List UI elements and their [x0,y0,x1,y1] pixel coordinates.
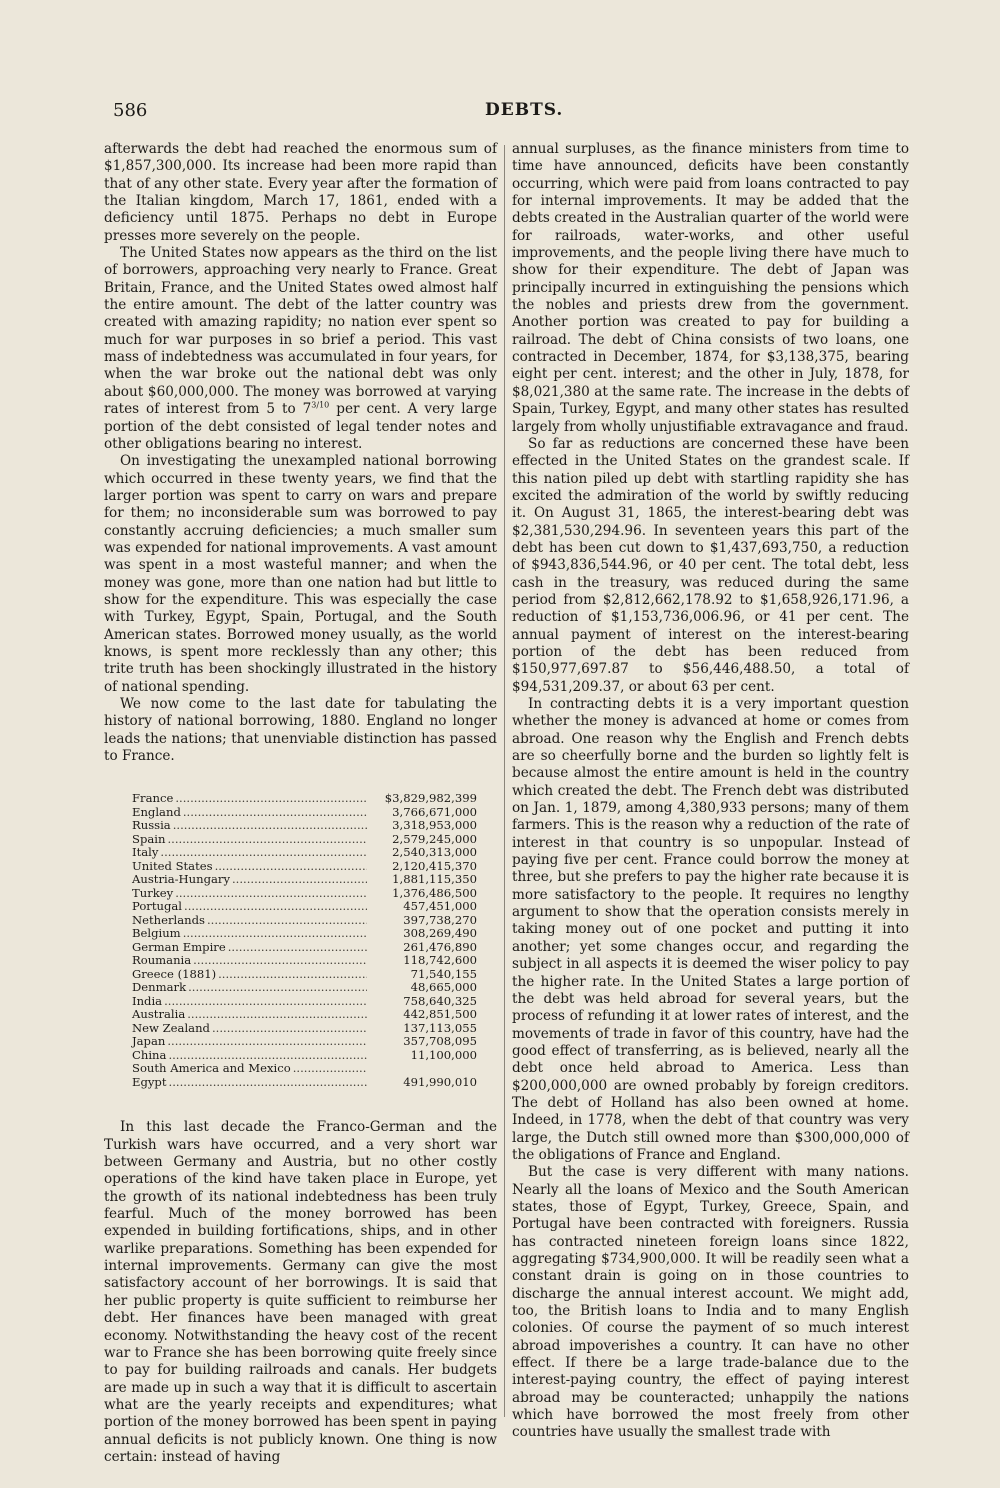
debt-amount: 357,708,095 [403,1034,477,1049]
dot-leader [218,968,367,982]
left-column-paragraphs-after [104,1119,497,1466]
paragraph-text: afterwards the debt had reached the enormous sum of $1,857,300,000. Its increase had been more rapid than that of any other state. Every year after the formation of the Italian kingdom, March 17, 1861, ended with a deficiency until 1875. Perhaps no debt in Europe presses more severely on the people. [104,141,497,244]
table-row [132,792,477,806]
dot-leader [167,833,367,847]
debt-amount: 491,990,010 [403,1074,477,1089]
table-row [132,927,477,941]
paragraph-text: So far as reductions are concerned these have been effected in the United States on the grandest scale. If this nation piled up debt with startling rapidity she has excited the admiration of the world by swiftly reducing it. On August 31, 1865, the interest-bearing debt was $2,381,530,294.96. In seventeen years this part of the debt has been cut down to $1,437,693,750, a reduction of $943,836,544.96, or 40 per cent. The total debt, less cash in the treasury, was reduced during the same period from $2,812,662,178.92 to $1,658,926,171.96, a reduction of $1,153,736,006.96, or 41 per cent. The annual payment of interest on the interest-bearing portion of the debt has been reduced from $150,977,697.87 to $56,446,488.50, a total of $94,531,209.37, or about 63 per cent. [512,435,909,695]
left-column [104,141,497,1466]
paragraph-text: But the case is very different with many nations. Nearly all the loans of Mexico and the South American states, those of Egypt, Turkey, Greece, Spain, and Portugal have been contracted with foreigners. Russia has contracted nineteen foreign loans since 1822, aggregating $734,900,000. It will be readily seen what a constant drain is going on in those countries to discharge the annual interest account. We might add, too, the British loans to India and to many English colonies. Of course the payment of so much interest abroad impoverishes a country. It can have no other effect. If there be a large trade-balance due to the interest-paying country, the effect of paying interest abroad may be counteracted; unhappily the nations which have borrowed the most freely from other countries have usually the smallest trade with [512,1164,909,1441]
paragraph [104,141,497,245]
country-name: Italy [132,845,159,860]
country-name: Netherlands [132,912,205,927]
country-name: Russia [132,818,171,833]
paragraph-text: annual surpluses, as the finance ministers from time to time have announced, deficits have been constantly occurring, which were paid from loans contracted to pay for internal improvements. It may be added that the debts created in the Australian quarter of the world were for railroads, water-works, and other useful improvements, and the people living there have much to show for their expenditure. The debt of Japan was principally incurred in extinguishing the pensions which the nobles and priests drew from the government. Another portion was created to pay for building a railroad. The debt of China consists of two loans, one contracted in December, 1874, for $3,138,375, bearing eight per cent. interest; and the other in July, 1878, for $8,021,380 at the same rate. The increase in the debts of Spain, Turkey, Egypt, and many other states has resulted largely from wholly unjustifiable extravagance and fraud. [512,141,909,435]
paragraph-text: We now come to the last date for tabulating the history of national borrowing, 1880. England no longer leads the nations; that unenviable distinction has passed to France. [104,696,497,765]
table-row [132,873,477,887]
debt-amount: 3,766,671,000 [392,804,477,819]
paragraph [104,453,497,696]
dot-leader [184,900,367,914]
paragraph [512,141,909,436]
dot-leader [187,1008,367,1022]
dot-leader [183,927,367,941]
country-name: England [132,804,181,819]
paragraph-text: In contracting debts it is a very important question whether the money is advanced at home or comes from abroad. One reason why the English and French debts are so cheerfully borne and the burden so lightly felt is because almost the entire amount is held in the country which created the debt. The French debt was distributed on Jan. 1, 1879, among 4,380,933 persons; many of them farmers. This is the reason why a reduction of the rate of interest in that country is so unpopular. Instead of paying five per cent. France could borrow the money at three, but she prefers to pay the higher rate because it is more satisfactory to the people. It requires no lengthy argument to show that the operation consists merely in taking money out of one pocket and putting it into another; yet some changes occur, and regarding the subject in all aspects it is deemed the wiser policy to pay the higher rate. In the United States a large portion of the debt was held abroad for several years, but the process of refunding it at lower rates of interest, and the movements of trade in favor of this country, have had the good effect of transferring, as is believed, nearly all the debt once held abroad to America. Less than $200,000,000 are owned probably by foreign creditors. The debt of Holland has also been owned at home. Indeed, in 1778, when the debt of that country was very large, the Dutch still owned more than $300,000,000 of the obligations of France and England. [512,696,909,1163]
debt-amount: 71,540,155 [410,966,477,981]
country-name: Portugal [132,899,183,914]
country-name: India [132,993,163,1008]
dot-leader [207,914,367,928]
country-name: German Empire [132,939,226,954]
dot-leader [175,792,367,806]
dot-leader [175,887,367,901]
running-head: DEBTS. [485,100,564,120]
debt-amount: 758,640,325 [403,993,477,1008]
page-number: 586 [113,100,148,121]
page-header [105,100,895,130]
debt-amount: 2,579,245,000 [392,831,477,846]
dot-leader [212,1022,367,1036]
debt-amount: $3,829,982,399 [384,791,477,806]
debt-amount: 442,851,500 [403,1007,477,1022]
table-row [132,1022,477,1036]
dot-leader [228,941,367,955]
debt-amount: 2,120,415,370 [392,858,477,873]
paragraph-text: On investigating the unexampled national borrowing which occurred in these twenty years, we find that the larger portion was spent to carry on wars and prepare for them; no inconsiderable sum was borrowed to pay constantly accruing deficiencies; a much smaller sum was expended for national improvements. A vast amount was spent in a most wasteful manner; and when the money was gone, more than one nation had but little to show for the expenditure. This was especially the case with Turkey, Egypt, Spain, Portugal, and the South American states. Borrowed money usually, as the world knows, is spent more recklessly than any other; this trite truth has been shockingly illustrated in the history of national spending. [104,453,497,695]
debt-amount: 3,318,953,000 [392,818,477,833]
table-row [132,1035,477,1049]
table-row [132,1049,477,1063]
country-name: Spain [132,831,166,846]
fraction-superscript: 3/10 [311,400,330,410]
paragraph [512,696,909,1164]
paragraph [104,245,497,453]
debt-amount: 457,451,000 [403,899,477,914]
dot-leader [169,1076,367,1090]
debt-amount: 308,269,490 [403,926,477,941]
column-divider [504,145,505,1417]
debt-amount: 2,540,313,000 [392,845,477,860]
paragraph [512,436,909,696]
dot-leader [188,981,367,995]
debt-amount: 1,376,486,500 [392,885,477,900]
dot-leader [232,873,367,887]
dot-leader [164,995,367,1009]
table-row [132,995,477,1009]
table-row [132,968,477,982]
table-row [132,806,477,820]
dot-leader [293,1062,367,1076]
dot-leader [183,806,367,820]
paragraph-text: In this last decade the Franco-German and the Turkish wars have occurred, and a very short war between Germany and Austria, but no other costly operations of the kind have taken place in Europe, yet the growth of its national indebtedness has been truly fearful. Much of the money borrowed has been expended in building fortifications, ships, and in other warlike preparations. Something has been expended for internal improvements. Germany can give the most satisfactory account of her borrowings. It is said that her public property is quite sufficient to reimburse her debt. Her finances have been managed with great economy. Notwithstanding the heavy cost of the recent war to France she has been borrowing quite freely since to pay for building railroads and canals. Her budgets are made up in such a way that it is difficult to ascertain what are the yearly receipts and expenditures; what portion of the money borrowed has been spent in paying annual deficits is not publicly known. One thing is now certain: instead of having [104,1119,497,1465]
paragraph [104,696,497,765]
country-name: Australia [132,1007,186,1022]
paragraph-text: per cent. A very large portion of the debt consisted of legal tender notes and other obligations bearing no interest. [104,401,497,452]
country-name: South America and Mexico [132,1061,291,1076]
paragraph-text: The United States now appears as the third on the list of borrowers, approaching very nearly to France. Great Britain, France, and the United States owed almost half the entire amount. The debt of the latter country was created with amazing rapidity; no nation ever spent so much for war purposes in so brief a period. This vast mass of indebtedness was accumulated in four years, for when the war broke out the national debt was only about $60,000,000. The money was borrowed at varying rates of interest from 5 to 7 [104,245,497,418]
country-name: Roumania [132,953,192,968]
dot-leader [168,1049,367,1063]
dot-leader [173,819,367,833]
debt-amount: 137,113,055 [403,1020,477,1035]
country-name: Turkey [132,885,174,900]
country-name: Greece (1881) [132,966,217,981]
country-name: United States [132,858,213,873]
table-row [132,1076,477,1090]
dot-leader [215,860,367,874]
table-row [132,819,477,833]
paragraph [104,1119,497,1466]
country-name: Egypt [132,1074,167,1089]
table-row [132,981,477,995]
country-name: France [132,791,174,806]
national-debt-table [132,792,477,1089]
debt-amount: 261,476,890 [403,939,477,954]
table-row [132,860,477,874]
dot-leader [193,954,367,968]
table-row [132,1008,477,1022]
right-column [512,141,909,1442]
country-name: Japan [132,1034,166,1049]
table-row [132,1062,477,1076]
country-name: Denmark [132,980,187,995]
table-row [132,887,477,901]
dot-leader [167,1035,367,1049]
left-column-paragraphs-before [104,141,497,765]
debt-amount: 397,738,270 [403,912,477,927]
country-name: Austria-Hungary [132,872,230,887]
debt-amount: 118,742,600 [403,953,477,968]
dot-leader [160,846,367,860]
table-row [132,941,477,955]
table-row [132,954,477,968]
debt-amount: 48,665,000 [410,980,477,995]
table-row [132,914,477,928]
table-row [132,833,477,847]
country-name: New Zealand [132,1020,210,1035]
debt-amount: 1,881,115,350 [392,872,477,887]
country-name: China [132,1047,167,1062]
table-row [132,846,477,860]
paragraph [512,1164,909,1442]
right-column-paragraphs [512,141,909,1442]
table-row [132,900,477,914]
debt-amount: 11,100,000 [410,1047,477,1062]
country-name: Belgium [132,926,181,941]
